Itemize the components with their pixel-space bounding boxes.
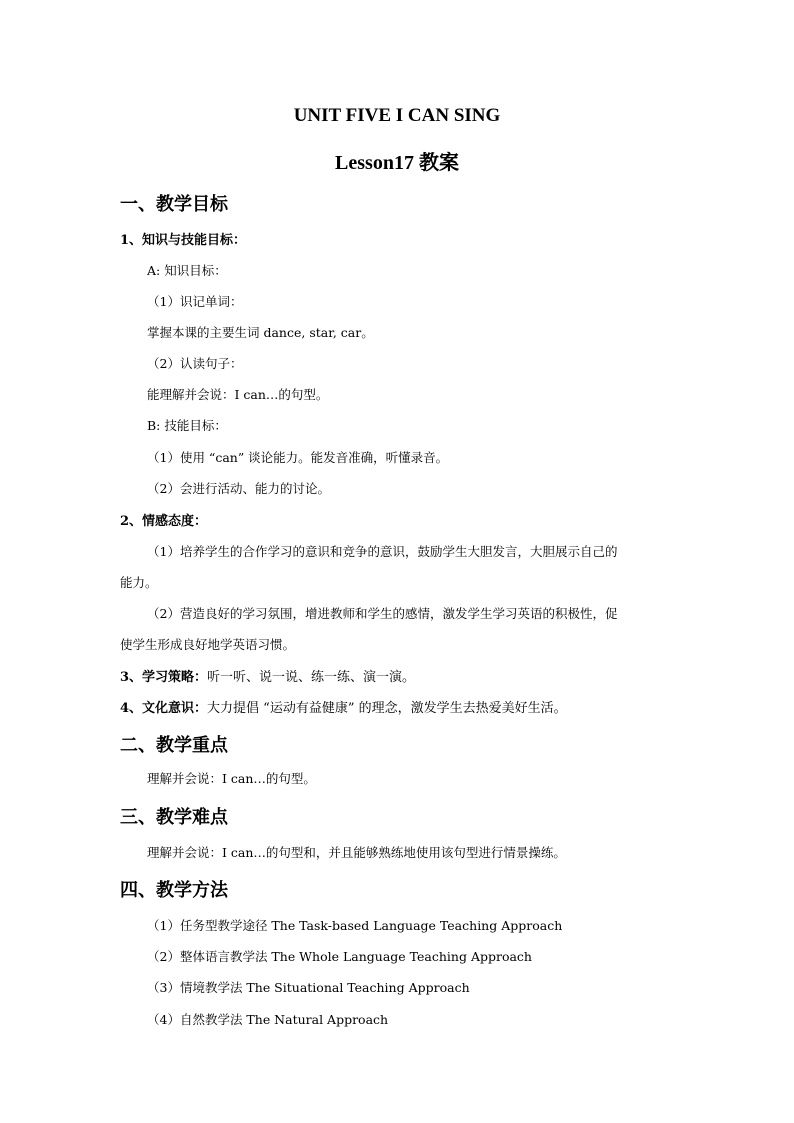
section-heading-methods: 四、教学方法 xyxy=(120,880,228,901)
section-heading-key-points: 二、教学重点 xyxy=(120,735,228,756)
subheading-strategy xyxy=(120,666,415,685)
attitude-p2-line2: 使学生形成良好地学英语习惯。 xyxy=(120,637,296,652)
sentence-label: （2）认读句子： xyxy=(147,356,243,371)
vocab-text: 掌握本课的主要生词 dance, star, car。 xyxy=(147,325,374,340)
subheading-attitude: 2、情感态度： xyxy=(120,514,208,529)
attitude-p1-line2: 能力。 xyxy=(120,575,158,590)
culture-text: 大力提倡 “运动有益健康” 的理念，激发学生去热爱美好生活。 xyxy=(207,701,567,716)
method-item-4: （4）自然教学法 The Natural Approach xyxy=(147,1012,389,1027)
method-item-3: （3）情境教学法 The Situational Teaching Approach xyxy=(147,980,470,995)
difficulties-text: 理解并会说：I can…的句型和，并且能够熟练地使用该句型进行情景操练。 xyxy=(147,845,566,860)
attitude-p1-line1: （1）培养学生的合作学习的意识和竞争的意识，鼓励学生大胆发言，大胆展示自己的 xyxy=(147,544,618,559)
skill-item-2: （2）会进行活动、能力的讨论。 xyxy=(147,481,330,496)
attitude-p2-line1: （2）营造良好的学习氛围，增进教师和学生的感情，激发学生学习英语的积极性，促 xyxy=(147,606,618,621)
subheading-knowledge-skills: 1、知识与技能目标： xyxy=(120,233,247,248)
skill-goal-label: B: 技能目标： xyxy=(147,418,227,433)
document-title: UNIT FIVE I CAN SING xyxy=(293,105,501,126)
skill-item-1: （1）使用 “can” 谈论能力。能发音准确，听懂录音。 xyxy=(147,450,449,465)
method-item-2: （2）整体语言教学法 The Whole Language Teaching Approach xyxy=(147,949,532,964)
document-subtitle: Lesson17 教案 xyxy=(335,152,459,174)
subheading-culture xyxy=(120,697,567,716)
method-item-1: （1）任务型教学途径 The Task-based Language Teaching Approach xyxy=(147,918,563,933)
sentence-text: 能理解并会说：I can…的句型。 xyxy=(147,387,329,402)
vocab-label: （1）识记单词： xyxy=(147,294,243,309)
strategy-text: 听一听、说一说、练一练、演一演。 xyxy=(207,670,416,685)
section-heading-difficulties: 三、教学难点 xyxy=(120,807,228,828)
strategy-label: 3、学习策略： xyxy=(120,670,208,685)
key-points-text: 理解并会说：I can…的句型。 xyxy=(147,771,316,786)
culture-label: 4、文化意识： xyxy=(120,701,208,716)
knowledge-goal-label: A: 知识目标： xyxy=(147,263,227,278)
section-heading-objectives: 一、教学目标 xyxy=(120,194,228,215)
